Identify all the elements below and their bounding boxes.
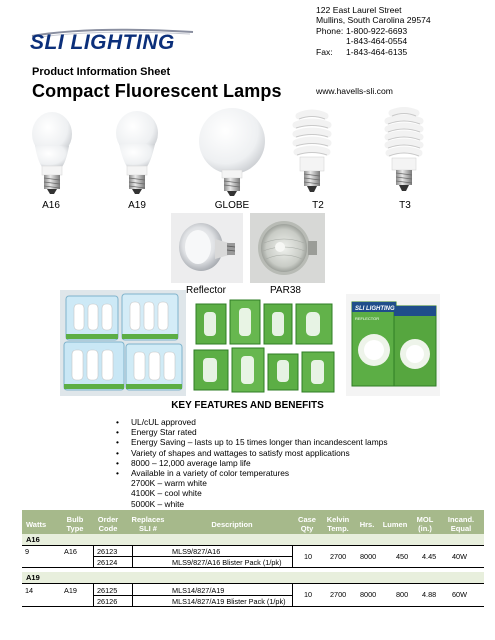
address-line: 122 East Laurel Street [316, 5, 402, 15]
bulb-label-a16: A16 [42, 200, 60, 211]
cell-lumen: 800 [396, 590, 409, 599]
bullet-icon: • [116, 417, 119, 427]
cell-order-code: 26126 [97, 597, 118, 606]
group-row-a19: A19 [22, 572, 484, 583]
cell-hrs: 8000 [360, 552, 377, 561]
col-divider [292, 583, 293, 606]
cell-bulb-type: A16 [64, 547, 77, 556]
cell-watts: 14 [25, 586, 34, 595]
bullet-icon: • [116, 457, 119, 468]
phone-number: 1-800-922-6693 [346, 25, 408, 36]
color-temp-item: 4100K – cool white [131, 488, 202, 499]
cell-description: MLS9/827/A16 Blister Pack (1/pk) [172, 558, 282, 567]
address-city: Mullins, South Carolina 29574 [316, 15, 431, 26]
col-description: Description [211, 520, 253, 529]
color-temp-item: 5000K – white [131, 498, 185, 509]
globe-bulb-icon [194, 108, 270, 198]
fax-number: 1-843-464-6135 [346, 46, 408, 57]
features-heading: KEY FEATURES AND BENEFITS [171, 400, 324, 411]
cell-incand: 40W [452, 552, 468, 561]
col-divider [292, 545, 293, 567]
svg-text:REFLECTOR: REFLECTOR [355, 316, 380, 321]
sli-lighting-logo: SLI LIGHTING [30, 31, 175, 54]
reflector-label: Reflector [186, 285, 227, 296]
col-lumen: Lumen [382, 520, 408, 529]
reflector-lamp-photo [171, 213, 243, 283]
par38-label: PAR38 [270, 285, 301, 296]
phone-label: Phone: [316, 25, 344, 36]
cell-case-qty: 10 [304, 590, 313, 599]
phone-number-alt: 1-843-464-0554 [346, 36, 408, 47]
feature-item: • UL/cUL approved [116, 417, 196, 427]
bullet-icon: • [116, 437, 119, 448]
cell-order-code: 26124 [97, 558, 118, 567]
t2-spiral-bulb-icon [287, 108, 337, 198]
feature-item: • Energy Saving – lasts up to 15 times longer than incandescent lamps [116, 437, 388, 448]
company-address [316, 5, 431, 57]
feature-item: • Available in a variety of color temperatures [116, 468, 290, 479]
bulb-label-t3: T3 [399, 200, 411, 211]
cell-description: MLS9/827/A16 [172, 547, 221, 556]
cell-incand: 60W [452, 590, 468, 599]
col-order-code: Order Code [97, 515, 119, 533]
cell-description: MLS14/827/A19 Blister Pack (1/pk) [172, 597, 286, 606]
col-hrs: Hrs. [359, 520, 375, 529]
row-divider [22, 545, 484, 546]
feature-item: • Energy Star rated [116, 427, 197, 438]
cell-mol: 4.45 [422, 552, 437, 561]
col-case-qty: Case Qty [298, 515, 316, 533]
svg-text:SLI LIGHTING: SLI LIGHTING [355, 306, 395, 312]
t3-spiral-bulb-icon [378, 106, 430, 196]
a19-bulb-icon [111, 108, 163, 198]
cell-watts: 9 [25, 547, 30, 556]
cell-order-code: 26123 [97, 547, 118, 556]
features-list [116, 417, 388, 509]
col-mol: MOL (in.) [416, 515, 434, 533]
col-incand: Incand. Equal [447, 515, 475, 533]
bulb-label-globe: GLOBE [214, 200, 250, 211]
row-divider [93, 556, 292, 557]
cell-case-qty: 10 [304, 552, 313, 561]
boxed-lamps-photo [192, 298, 340, 396]
bullet-icon: • [116, 427, 119, 438]
col-replaces: Replaces SLI # [131, 515, 165, 533]
document-title: Compact Fluorescent Lamps [32, 81, 282, 101]
packaging-photo-strip [60, 290, 440, 396]
fax-label: Fax: [316, 46, 333, 57]
cell-bulb-type: A19 [64, 586, 77, 595]
col-divider [132, 545, 133, 567]
cell-lumen: 450 [396, 552, 409, 561]
website-link[interactable]: www.havells-sli.com [316, 86, 393, 96]
row-divider [22, 583, 484, 584]
bulb-label-a19: A19 [128, 200, 146, 211]
col-watts: Watts [26, 520, 47, 529]
col-kelvin: Kelvin Temp. [326, 515, 350, 533]
col-divider [93, 583, 94, 606]
document-subtitle: Product Information Sheet [32, 66, 171, 78]
cell-hrs: 8000 [360, 590, 377, 599]
row-divider [93, 595, 292, 596]
bullet-icon: • [116, 468, 119, 479]
cell-order-code: 26125 [97, 586, 118, 595]
color-temp-item: 2700K – warm white [131, 478, 207, 489]
row-divider [22, 567, 484, 568]
group-row-a16: A16 [22, 534, 484, 545]
reflector-boxes-photo [346, 294, 440, 396]
bullet-icon: • [116, 447, 119, 458]
cell-description: MLS14/827/A19 [172, 586, 225, 595]
row-divider [22, 606, 484, 607]
cell-kelvin: 2700 [330, 590, 347, 599]
col-bulb-type: Bulb Type [66, 515, 84, 533]
a16-bulb-icon [26, 108, 78, 198]
cell-mol: 4.88 [422, 590, 437, 599]
feature-item: • 8000 – 12,000 average lamp life [116, 457, 251, 468]
par38-lamp-photo [250, 213, 325, 283]
blister-packs-photo [60, 290, 186, 396]
col-divider [93, 545, 94, 567]
bulb-label-t2: T2 [312, 200, 324, 211]
feature-item: • Variety of shapes and wattages to satisfy most applications [116, 447, 350, 458]
cell-kelvin: 2700 [330, 552, 347, 561]
col-divider [132, 583, 133, 606]
